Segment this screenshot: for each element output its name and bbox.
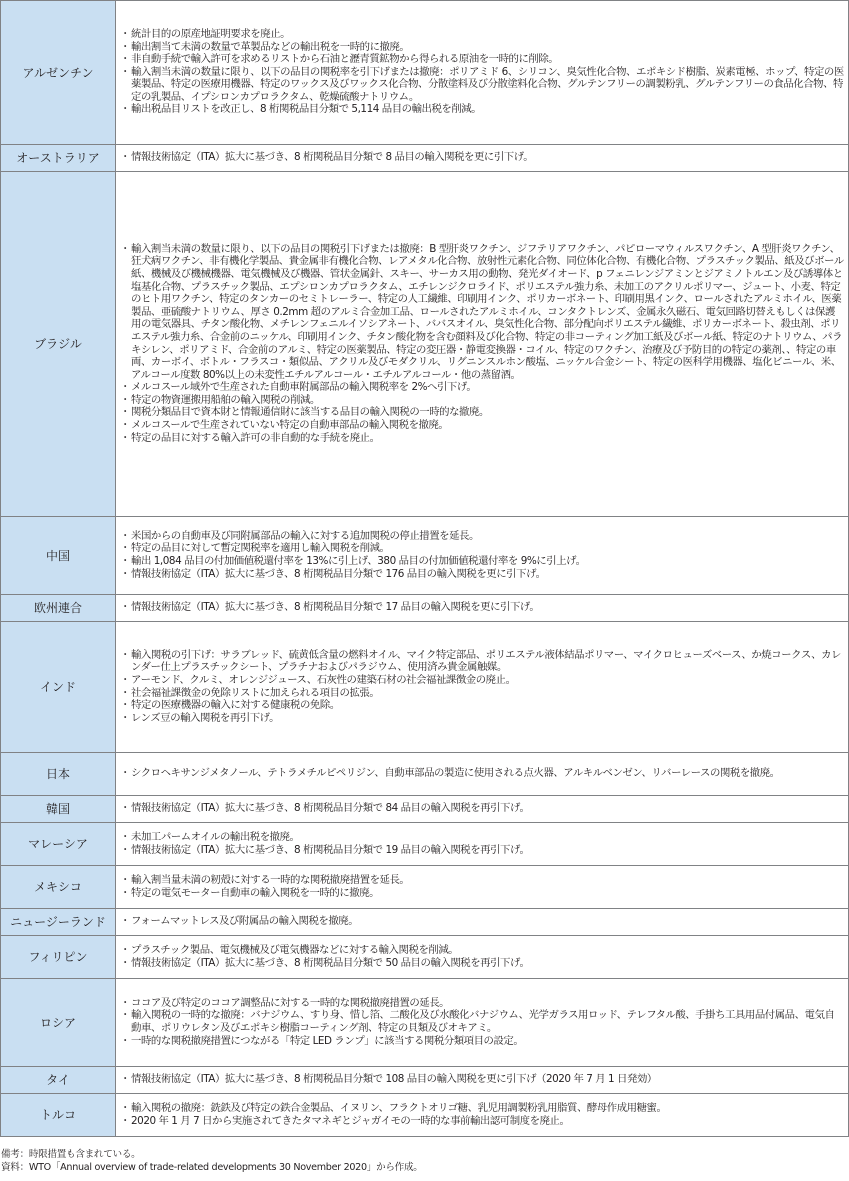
- country-cell: マレーシア: [1, 823, 116, 866]
- table-row: [1, 866, 849, 909]
- measures-list: [122, 874, 844, 899]
- table-row: [1, 595, 849, 622]
- measures-cell: [116, 1, 849, 145]
- measures-cell: [116, 595, 849, 622]
- table-row: [1, 1094, 849, 1137]
- measures-cell: [116, 145, 849, 172]
- list-item: ・ 輸入割当未満の数量に限り、以下の品目の関税引下げまたは撤廃：B 型肝炎ワクチン、ジフテリアワクチン、パピローマウィルスワクチン、A 型肝炎ワクチン、狂犬病ワクチン、非有機化学製品、貴金属非有機化合物、レアメタル化合物、放射性元素化合物、同位体化合物、有機化合物、プラスチック製品、紙及びボール紙、機械及び機械機器、電気機械及び機器、管状金属針、スキー、サーカス用の動物、発光ダイオード、p フェニレンジアミンとジアミノトルエン及び誘導体と塩基化合物、プラスチック製品、エプシロンカプロラクタム、エチレンジクロライド、ポリエステル強力糸、未加工のアクリルポリマー、ジュート、小麦、特定のヒト用ワクチン、特定のタンカーのセミトレーラー、特定の人工繊維、印刷用インク、ポリカーボネート、印刷用黒インク、ロールされたアルミホイル、医薬製品、亜硫酸ナトリウム、厚さ 0.2mm 超のアルミ合金加工品、ロールされたアルミホイル、コンタクトレンズ、金属永久磁石、電気回路切替えもしくは保護用の電気器具、チタン酸化物、メチレンフェニルイソシアネート、ババスオイル、臭気性化合物、部分配向ポリエステル繊維、ポリカーボネート、殺虫剤、ポリエステル強力糸、合金前のニッケル、印刷用インク、チタン酸化物を含む顔料及び化合物、特定の非コーティング加工紙及びボール紙、特定のナトリウム、パラキシレン、ポリアミド、合金前のアルミ、特定の医薬製品、特定の変圧器・静電変換器・コイル、特定のワクチン、治療及び予防目的の特定の薬剤、、特定の車両、カーボイ、ボトル・フラスコ・類似品、アクリル及びモダクリル、リグニンスルホン酸塩、ニッケル合金シート、特定の医科学用機器、塩化ビニール、米、アルコール度数 80%以上の未変性エチルアルコール・エチルアルコール・他の蒸留酒。: [122, 243, 844, 382]
- list-item: ・ 情報技術協定（ITA）拡大に基づき、8 桁関税品目分類で 176 品目の輸入関税を更に引下げ。: [122, 568, 844, 581]
- measures-list: [122, 28, 844, 116]
- table-row: [1, 1067, 849, 1094]
- measures-list: [122, 831, 844, 856]
- country-cell: ニュージーランド: [1, 909, 116, 936]
- measures-cell: [116, 823, 849, 866]
- country-cell: トルコ: [1, 1094, 116, 1137]
- list-item: ・ 輸出 1,084 品目の付加価値税還付率を 13%に引上げ、380 品目の付加価値税還付率を 9%に引上げ。: [122, 555, 844, 568]
- list-item: ・ 関税分類品目で資本財と情報通信財に該当する品目の輸入関税の一時的な撤廃。: [122, 406, 844, 419]
- country-cell: アルゼンチン: [1, 1, 116, 145]
- list-item: ・ 統計目的の原産地証明要求を廃止。: [122, 28, 844, 41]
- measures-list: [122, 997, 844, 1047]
- list-item: ・ 特定の品目に対して暫定関税率を適用し輸入関税を削減。: [122, 542, 844, 555]
- list-item: ・ 情報技術協定（ITA）拡大に基づき、8 桁関税品目分類で 8 品目の輸入関税を更に引下げ。: [122, 151, 844, 164]
- measures-list: [122, 649, 844, 725]
- country-cell: 中国: [1, 517, 116, 595]
- list-item: ・ ココア及び特定のココア調整品に対する一時的な関税撤廃措置の延長。: [122, 997, 844, 1010]
- list-item: ・ 米国からの自動車及び同附属部品の輸入に対する追加関税の停止措置を延長。: [122, 530, 844, 543]
- table-row: [1, 823, 849, 866]
- list-item: ・ シクロヘキサンジメタノール、テトラメチルピペリジン、自動車部品の製造に使用される点火器、アルキルベンゼン、リバーレースの関税を撤廃。: [122, 767, 844, 780]
- measures-list: [122, 944, 844, 969]
- list-item: ・ プラスチック製品、電気機械及び電気機器などに対する輸入関税を削減。: [122, 944, 844, 957]
- measures-list: [122, 243, 844, 445]
- list-item: ・ 輸入割当未満の数量に限り、以下の品目の関税率を引下げまたは撤廃：ポリアミド 6、シリコン、臭気性化合物、エポキシド樹脂、炭素電極、ホップ、特定の医薬製品、特定の医療用機器、特定のワックス及びワックス化合物、分散塗料及び分散塗料化合物、グルテンフリーの調製粉乳、グルテンフリーの食品化合物、特定の乳製品、イプシロンカプロラクタム、乾燥硫酸ナトリウム。: [122, 66, 844, 104]
- list-item: ・ 特定の品目に対する輸入許可の非自動的な手続を廃止。: [122, 432, 844, 445]
- list-item: ・ 輸入関税の引下げ：サラブレッド、硫黄低含量の燃料オイル、マイク特定部品、ポリエステル液体結晶ポリマー、マイクロヒューズベース、か焼コークス、カレンダー仕上プラスチックシート、プラチナおよびパラジウム、使用済み貴金属触媒。: [122, 649, 844, 674]
- list-item: ・ 輸入関税の撤廃：銑鉄及び特定の鉄合金製品、イヌリン、フラクトオリゴ糖、乳児用調製粉乳用脂質、酵母作成用糖蜜。: [122, 1102, 844, 1115]
- measures-list: [122, 802, 844, 815]
- list-item: ・ 情報技術協定（ITA）拡大に基づき、8 桁関税品目分類で 108 品目の輸入関税を更に引下げ（2020 年 7 月 1 日発効）: [122, 1073, 844, 1086]
- measures-cell: [116, 517, 849, 595]
- list-item: ・ 輸出割当て未満の数量で革製品などの輸出税を一時的に撤廃。: [122, 41, 844, 54]
- table-row: [1, 1, 849, 145]
- list-item: ・ 社会福祉課徴金の免除リストに加えられる項目の拡張。: [122, 687, 844, 700]
- measures-list: [122, 915, 844, 928]
- list-item: ・ 情報技術協定（ITA）拡大に基づき、8 桁関税品目分類で 84 品目の輸入関税を再引下げ。: [122, 802, 844, 815]
- remark-note: 備考：時限措置も含まれている。: [1, 1149, 141, 1160]
- table-row: [1, 172, 849, 517]
- measures-cell: [116, 1094, 849, 1137]
- table-row: [1, 145, 849, 172]
- country-cell: 欧州連合: [1, 595, 116, 622]
- measures-cell: [116, 936, 849, 979]
- table-row: [1, 622, 849, 753]
- table-row: [1, 909, 849, 936]
- list-item: ・ 輸出税品目リストを改正し、8 桁関税品目分類で 5,114 品目の輸出税を削減。: [122, 103, 844, 116]
- list-item: ・ 特定の物資運搬用船舶の輸入関税の削減。: [122, 394, 844, 407]
- list-item: ・ 特定の医療機器の輸入に対する健康税の免除。: [122, 699, 844, 712]
- country-cell: タイ: [1, 1067, 116, 1094]
- list-item: ・ 一時的な関税撤廃措置につながる「特定 LED ランプ」に該当する関税分類項目の設定。: [122, 1035, 844, 1048]
- list-item: ・ 輸入関税の一時的な撤廃：バナジウム、すり身、惜し箔、二酸化及び水酸化バナジウム、光学ガラス用ロッド、テレフタル酸、手掛ち工具用品付属品、電気自動車、ポリウレタン及びエポキシ樹脂コーティング剤、特定の貝類及びオキアミ。: [122, 1009, 844, 1034]
- list-item: ・ アーモンド、クルミ、オレンジジュース、石灰性の建築石材の社会福祉課徴金の廃止。: [122, 674, 844, 687]
- table-row: [1, 936, 849, 979]
- list-item: ・ 非自動手続で輸入許可を求めるリストから石油と瀝青質鉱物から得られる原油を一時的に削除。: [122, 53, 844, 66]
- table-row: [1, 796, 849, 823]
- list-item: ・ 未加工パームオイルの輸出税を撤廃。: [122, 831, 844, 844]
- country-cell: 日本: [1, 753, 116, 796]
- table-row: [1, 517, 849, 595]
- country-cell: ブラジル: [1, 172, 116, 517]
- measures-list: [122, 1073, 844, 1086]
- list-item: ・ 輸入割当量未満の籾殻に対する一時的な関税撤廃措置を延長。: [122, 874, 844, 887]
- measures-list: [122, 767, 844, 780]
- source-note: 資料：WTO「Annual overview of trade-related developments 30 November 2020」から作成。: [1, 1162, 423, 1173]
- measures-cell: [116, 1067, 849, 1094]
- country-cell: 韓国: [1, 796, 116, 823]
- measures-cell: [116, 753, 849, 796]
- list-item: ・ 2020 年 1 月 7 日から実施されてきたタマネギとジャガイモの一時的な事前輸出認可制度を廃止。: [122, 1115, 844, 1128]
- measures-cell: [116, 866, 849, 909]
- list-item: ・ メルコスール域外で生産された自動車附属部品の輸入関税率を 2%へ引下げ。: [122, 381, 844, 394]
- measures-list: [122, 601, 844, 614]
- list-item: ・ 特定の電気モーター自動車の輸入関税を一時的に撤廃。: [122, 887, 844, 900]
- measures-list: [122, 151, 844, 164]
- table-row: [1, 979, 849, 1067]
- country-cell: インド: [1, 622, 116, 753]
- country-cell: オーストラリア: [1, 145, 116, 172]
- measures-cell: [116, 909, 849, 936]
- measures-list: [122, 1102, 844, 1127]
- table-notes: [1, 1148, 423, 1174]
- measures-cell: [116, 622, 849, 753]
- list-item: ・ メルコスールで生産されていない特定の自動車部品の輸入関税を撤廃。: [122, 419, 844, 432]
- measures-cell: [116, 172, 849, 517]
- list-item: ・ フォームマットレス及び附属品の輸入関税を撤廃。: [122, 915, 844, 928]
- list-item: ・ 情報技術協定（ITA）拡大に基づき、8 桁関税品目分類で 19 品目の輸入関税を再引下げ。: [122, 844, 844, 857]
- list-item: ・ 情報技術協定（ITA）拡大に基づき、8 桁関税品目分類で 50 品目の輸入関税を再引下げ。: [122, 957, 844, 970]
- list-item: ・ レンズ豆の輸入関税を再引下げ。: [122, 712, 844, 725]
- country-cell: メキシコ: [1, 866, 116, 909]
- country-cell: フィリピン: [1, 936, 116, 979]
- measures-cell: [116, 979, 849, 1067]
- measures-list: [122, 530, 844, 580]
- list-item: ・ 情報技術協定（ITA）拡大に基づき、8 桁関税品目分類で 17 品目の輸入関税を更に引下げ。: [122, 601, 844, 614]
- measures-cell: [116, 796, 849, 823]
- table-row: [1, 753, 849, 796]
- country-cell: ロシア: [1, 979, 116, 1067]
